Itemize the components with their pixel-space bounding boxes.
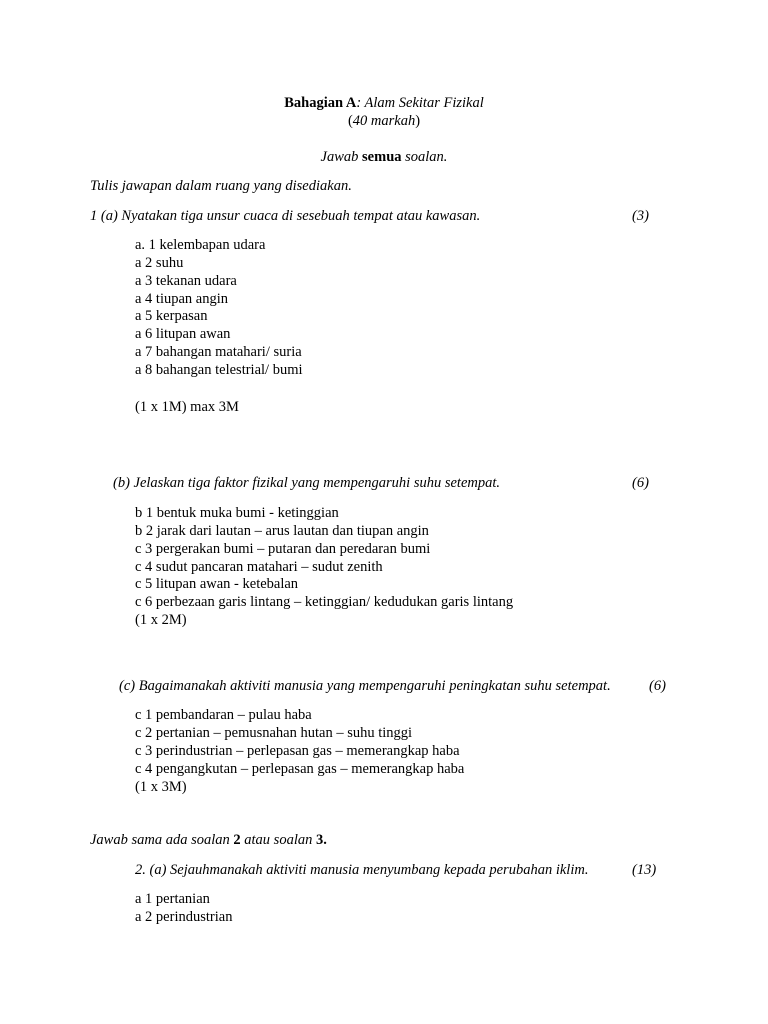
choice-mid: atau soalan (240, 832, 316, 848)
write-instruction: Tulis jawapan dalam ruang yang disediakan. (90, 178, 352, 194)
instruction-post: soalan. (401, 149, 448, 165)
answer-1c-scoring: (1 x 3M) (135, 779, 187, 795)
section-title-colon: : (356, 95, 362, 111)
section-title-rest: Alam Sekitar Fizikal (361, 95, 484, 111)
choice-pre: Jawab sama ada soalan (90, 832, 234, 848)
answer-1c-1: c 1 pembandaran – pulau haba (135, 707, 312, 723)
answer-2a-2: a 2 perindustrian (135, 909, 233, 925)
answer-all-instruction (0, 148, 768, 166)
question-1c-marks: (6) (649, 678, 666, 694)
choice-num2: 3 (315, 832, 324, 848)
answer-1b-6: c 6 perbezaan garis lintang – ketinggian/ kedudukan garis lintang (135, 594, 514, 610)
answer-1b-2: b 2 jarak dari lautan – arus lautan dan tiupan angin (135, 523, 429, 539)
answer-1b-1: b 1 bentuk muka bumi - ketinggian (135, 505, 339, 521)
choice-num1: 2 (233, 832, 241, 848)
instruction-pre: Jawab (320, 149, 363, 165)
question-1a-marks: (3) (632, 208, 649, 224)
question-1a: 1 (a) Nyatakan tiga unsur cuaca di sesebuah tempat atau kawasan. (90, 208, 481, 224)
answer-1c-4: c 4 pengangkutan – perlepasan gas – memerangkap haba (135, 761, 465, 777)
answer-1c-3: c 3 perindustrian – perlepasan gas – memerangkap haba (135, 743, 460, 759)
instruction-bold: semua (362, 149, 402, 165)
answer-1b-4: c 4 sudut pancaran matahari – sudut zenith (135, 559, 383, 575)
choice-instruction (90, 831, 327, 849)
answer-1b-5: c 5 litupan awan - ketebalan (135, 576, 299, 592)
answer-1b-scoring: (1 x 2M) (135, 612, 187, 628)
section-title (0, 94, 768, 112)
section-marks (0, 112, 768, 130)
question-1c: (c) Bagaimanakah aktiviti manusia yang mempengaruhi peningkatan suhu setempat. (119, 678, 611, 694)
answer-1a-5: a 5 kerpasan (135, 308, 208, 324)
answer-1a-2: a 2 suhu (135, 255, 184, 271)
answer-1c-2: c 2 pertanian – pemusnahan hutan – suhu tinggi (135, 725, 413, 741)
section-title-prefix: Bahagian A (284, 95, 357, 111)
question-2a-marks: (13) (632, 862, 657, 878)
section-marks-open: ( (347, 113, 353, 129)
answer-1a-4: a 4 tiupan angin (135, 291, 229, 307)
answer-1a-scoring: (1 x 1M) max 3M (135, 399, 239, 415)
answer-1a-1: a. 1 kelembapan udara (135, 237, 266, 253)
question-1b-marks: (6) (632, 475, 649, 491)
answer-1a-3: a 3 tekanan udara (135, 273, 237, 289)
section-marks-close: ) (415, 113, 421, 129)
answer-1a-7: a 7 bahangan matahari/ suria (135, 344, 302, 360)
question-2a: 2. (a) Sejauhmanakah aktiviti manusia menyumbang kepada perubahan iklim. (135, 862, 589, 878)
choice-end: . (323, 832, 327, 848)
answer-1a-8: a 8 bahangan telestrial/ bumi (135, 362, 303, 378)
answer-1a-6: a 6 litupan awan (135, 326, 231, 342)
question-1b: (b) Jelaskan tiga faktor fizikal yang mempengaruhi suhu setempat. (113, 475, 501, 491)
answer-2a-1: a 1 pertanian (135, 891, 210, 907)
section-marks-text: 40 markah (352, 113, 416, 129)
answer-1b-3: c 3 pergerakan bumi – putaran dan peredaran bumi (135, 541, 431, 557)
